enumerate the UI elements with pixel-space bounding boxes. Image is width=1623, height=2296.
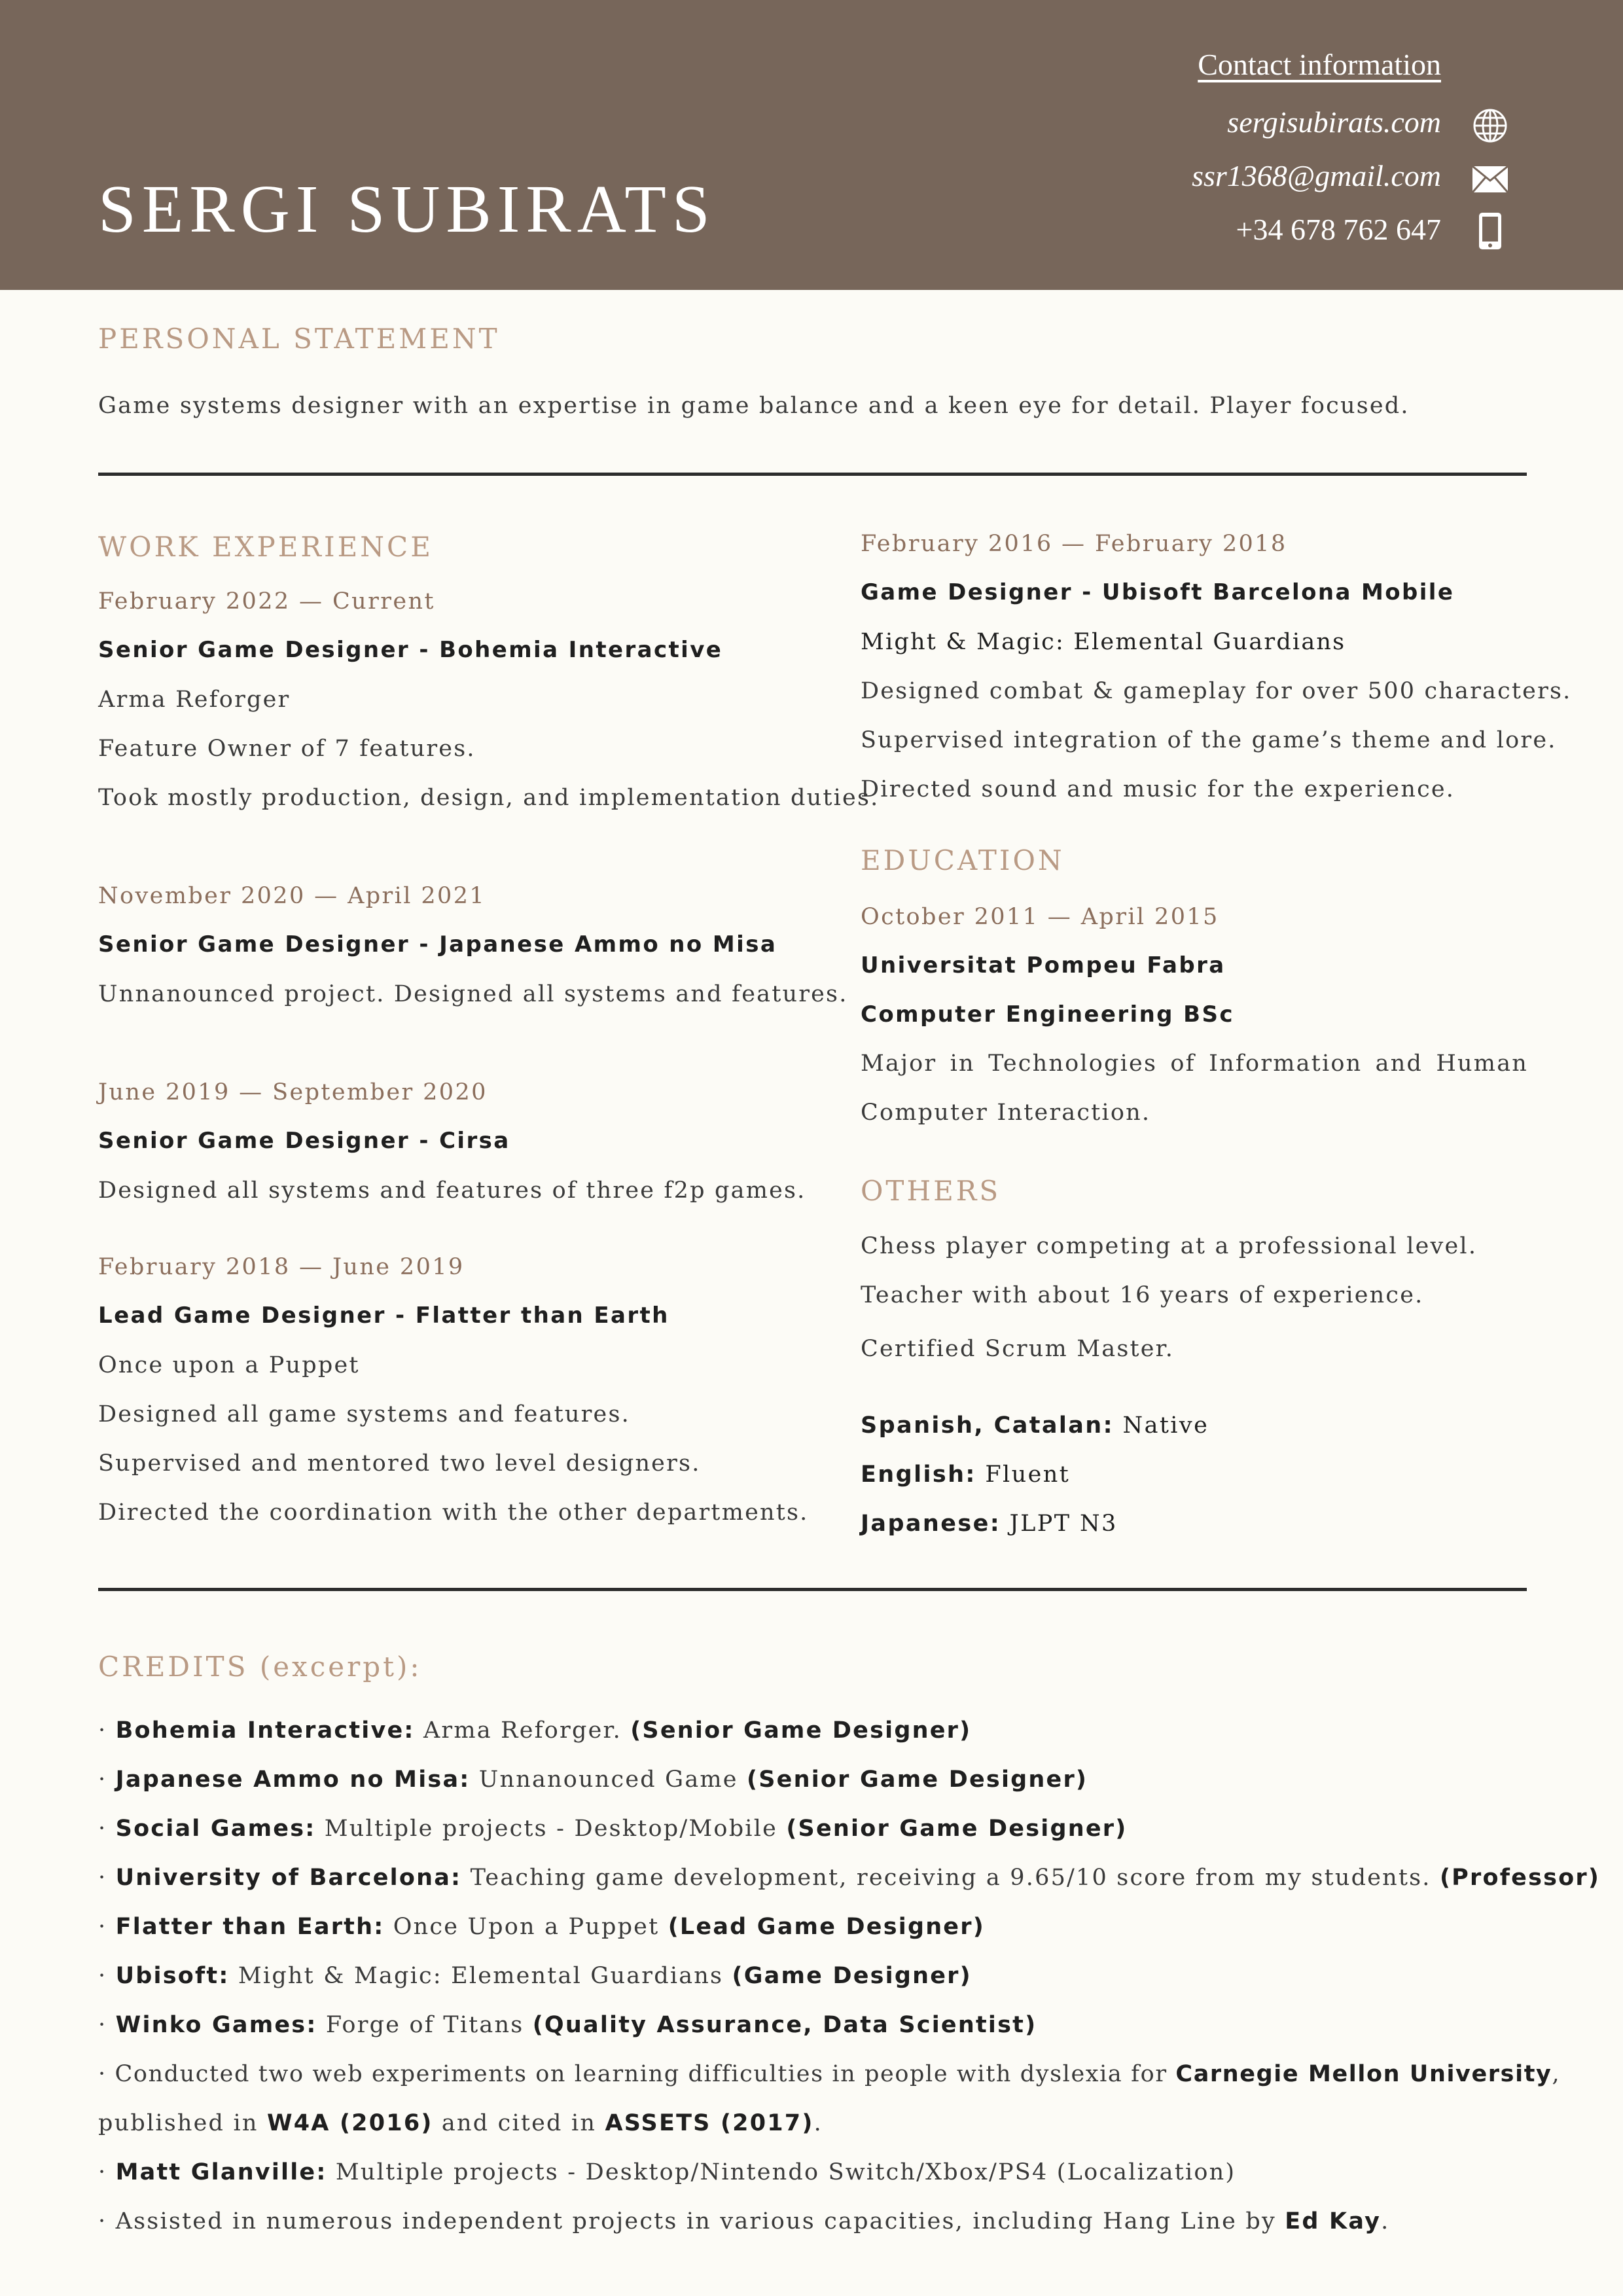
language-level: Native: [1122, 1412, 1209, 1439]
language-label: Japanese:: [861, 1511, 1001, 1537]
credit-company: Japanese Ammo no Misa:: [115, 1767, 471, 1793]
credits-heading: CREDITS (excerpt):: [98, 1651, 422, 1683]
language-level: JLPT N3: [1009, 1511, 1118, 1537]
credit-company: Flatter than Earth:: [115, 1914, 385, 1940]
credit-text: Unnanounced Game: [478, 1767, 738, 1793]
bullet: ·: [98, 1816, 107, 1842]
language-label: Spanish, Catalan:: [861, 1412, 1115, 1439]
credit-org: Carnegie Mellon University: [1175, 2061, 1552, 2087]
education-school: Universitat Pompeu Fabra: [861, 952, 1226, 978]
personal-statement-heading: PERSONAL STATEMENT: [98, 323, 500, 355]
language-item: [861, 1461, 1070, 1488]
language-level: Fluent: [985, 1462, 1071, 1488]
bullet: ·: [98, 2159, 107, 2185]
job-title: Senior Game Designer - Cirsa: [98, 1128, 510, 1154]
job-date: June 2019 — September 2020: [98, 1079, 488, 1105]
others-heading: OTHERS: [861, 1175, 1001, 1207]
credit-person: Ed Kay: [1285, 2208, 1382, 2234]
credit-item: [98, 2159, 1236, 2186]
bullet: ·: [98, 1717, 107, 1744]
job-line: Feature Owner of 7 features.: [98, 736, 476, 762]
divider: [98, 473, 1527, 476]
credit-company: Matt Glanville:: [115, 2159, 327, 2185]
job-title: Senior Game Designer - Bohemia Interactive: [98, 637, 723, 663]
contact-title: Contact information: [1198, 48, 1441, 81]
credit-item: [98, 1815, 1127, 1842]
credit-company: University of Barcelona:: [115, 1865, 462, 1891]
credit-item: [98, 1864, 1600, 1892]
credit-text: Multiple projects - Desktop/Mobile: [324, 1816, 778, 1842]
credit-text: Might & Magic: Elemental Guardians: [238, 1963, 724, 1989]
education-description: Major in Technologies of Information and Human Computer Interaction.: [861, 1050, 1528, 1126]
language-label: English:: [861, 1462, 976, 1488]
job-project: Arma Reforger: [98, 687, 291, 713]
job-project: Might & Magic: Elemental Guardians: [861, 629, 1346, 655]
credit-item: [98, 2208, 1389, 2235]
credit-company: Winko Games:: [115, 2012, 317, 2038]
job-date: February 2016 — February 2018: [861, 531, 1287, 557]
credit-item: [98, 2011, 1037, 2039]
credit-text: Teaching game development, receiving a 9.65/10 score from my students.: [470, 1865, 1431, 1891]
education-date: October 2011 — April 2015: [861, 904, 1219, 930]
education-degree: Computer Engineering BSc: [861, 1001, 1234, 1028]
credit-item: [98, 1913, 985, 1941]
job-line: Directed sound and music for the experience.: [861, 776, 1455, 802]
others-line: Teacher with about 16 years of experience.: [861, 1282, 1424, 1308]
language-item: [861, 1510, 1118, 1537]
credit-role: (Lead Game Designer): [668, 1914, 985, 1940]
bullet: ·: [98, 2012, 107, 2038]
job-line: Designed all game systems and features.: [98, 1401, 630, 1427]
credit-role: (Game Designer): [732, 1963, 972, 1989]
job-project: Once upon a Puppet: [98, 1352, 360, 1378]
job-line: Designed all systems and features of three f2p games.: [98, 1177, 806, 1204]
job-line: Unnanounced project. Designed all systems and features.: [98, 981, 848, 1007]
credit-role: (Senior Game Designer): [786, 1816, 1128, 1842]
work-experience-heading: WORK EXPERIENCE: [98, 531, 433, 563]
credit-item: [98, 1962, 972, 1990]
job-title: Game Designer - Ubisoft Barcelona Mobile: [861, 579, 1455, 605]
phone-icon: [1471, 212, 1509, 250]
header-band: [0, 0, 1623, 290]
credit-role: (Senior Game Designer): [630, 1717, 972, 1744]
phone-number: +34 678 762 647: [1236, 213, 1441, 246]
personal-statement-text: Game systems designer with an expertise in game balance and a keen eye for detail. Player focused.: [98, 393, 1410, 419]
bullet: ·: [98, 1865, 107, 1891]
credit-venue: W4A (2016): [266, 2110, 433, 2136]
credit-role: (Senior Game Designer): [747, 1767, 1088, 1793]
credit-item-continuation: [98, 2109, 823, 2137]
job-line: Supervised integration of the game’s theme and lore.: [861, 727, 1557, 753]
email-link[interactable]: ssr1368@gmail.com: [1192, 159, 1441, 192]
credit-company: Social Games:: [115, 1816, 316, 1842]
bullet: ·: [98, 1914, 107, 1940]
credit-company: Bohemia Interactive:: [115, 1717, 415, 1744]
credit-role: (Quality Assurance, Data Scientist): [532, 2012, 1037, 2038]
job-title: Lead Game Designer - Flatter than Earth: [98, 1302, 669, 1329]
credit-company: Ubisoft:: [115, 1963, 230, 1989]
credit-item: [98, 2060, 1560, 2088]
language-item: [861, 1412, 1209, 1439]
punctuation: .: [1381, 2208, 1390, 2234]
credit-role: (Professor): [1439, 1865, 1601, 1891]
punctuation: .: [813, 2110, 823, 2136]
mail-icon: [1471, 160, 1509, 198]
credit-item: [98, 1717, 971, 1744]
job-title: Senior Game Designer - Japanese Ammo no Misa: [98, 931, 777, 958]
job-date: February 2018 — June 2019: [98, 1254, 465, 1280]
job-line: Designed combat & gameplay for over 500 characters.: [861, 678, 1572, 704]
credit-venue: ASSETS (2017): [605, 2110, 814, 2136]
job-line: Took mostly production, design, and implementation duties.: [98, 785, 880, 811]
credit-text: published in: [98, 2110, 259, 2136]
credit-text: Multiple projects - Desktop/Nintendo Switch/Xbox/PS4 (Localization): [335, 2159, 1236, 2185]
divider: [98, 1588, 1527, 1591]
bullet: ·: [98, 1767, 107, 1793]
credit-text: Conducted two web experiments on learning difficulties in people with dyslexia for: [115, 2061, 1168, 2087]
others-line: Certified Scrum Master.: [861, 1336, 1175, 1362]
bullet: ·: [98, 2061, 107, 2087]
education-heading: EDUCATION: [861, 844, 1065, 876]
bullet: ·: [98, 2208, 107, 2234]
job-date: November 2020 — April 2021: [98, 883, 486, 909]
credit-text: Assisted in numerous independent projects in various capacities, including Hang Line by: [115, 2208, 1276, 2234]
job-date: February 2022 — Current: [98, 588, 435, 615]
job-line: Supervised and mentored two level designers.: [98, 1450, 701, 1477]
credit-text: and cited in: [441, 2110, 597, 2136]
credit-text: Once Upon a Puppet: [393, 1914, 660, 1940]
credit-text: Arma Reforger.: [423, 1717, 622, 1744]
website-link[interactable]: sergisubirats.com: [1227, 105, 1441, 139]
credit-item: [98, 1766, 1088, 1793]
job-line: Directed the coordination with the other departments.: [98, 1499, 809, 1526]
credit-text: Forge of Titans: [325, 2012, 524, 2038]
globe-icon: [1471, 107, 1509, 145]
bullet: ·: [98, 1963, 107, 1989]
punctuation: ,: [1552, 2061, 1561, 2087]
others-line: Chess player competing at a professional level.: [861, 1233, 1478, 1259]
candidate-name: SERGI SUBIRATS: [98, 171, 716, 247]
